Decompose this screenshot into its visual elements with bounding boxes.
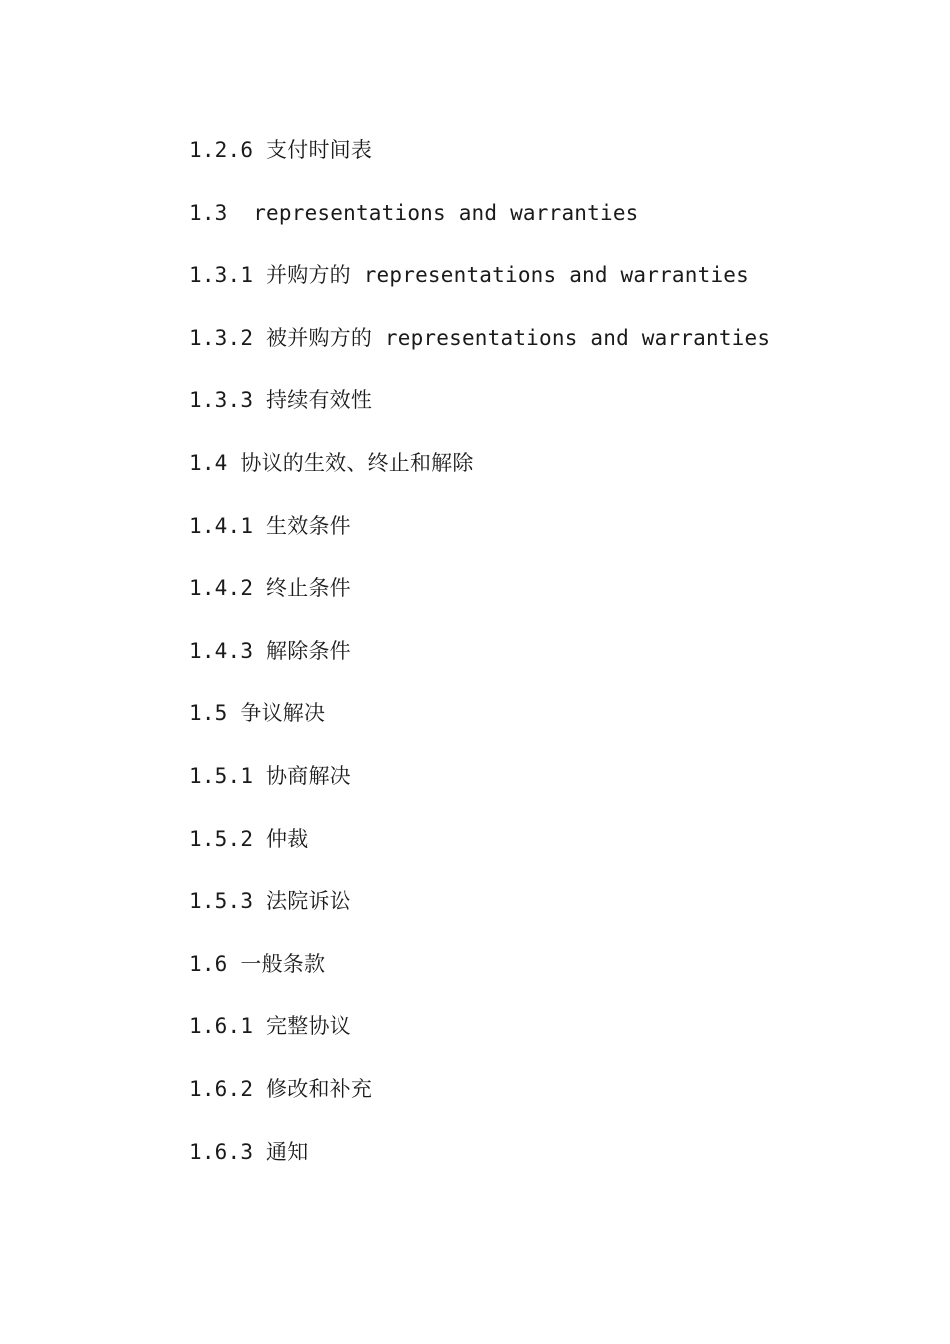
- outline-item-1-5: 1.5 争议解决: [189, 701, 326, 726]
- outline-item-1-5-3: 1.5.3 法院诉讼: [189, 889, 351, 914]
- outline-item-1-6-2: 1.6.2 修改和补充: [189, 1076, 373, 1101]
- outline-item-1-4-3: 1.4.3 解除条件: [189, 638, 351, 663]
- section-outline: [189, 130, 770, 1194]
- outline-item-1-3-2: 1.3.2 被并购方的 representations and warranties: [189, 325, 771, 350]
- outline-item-1-5-1: 1.5.1 协商解决: [189, 763, 351, 788]
- outline-item-1-3: 1.3 representations and warranties: [189, 200, 639, 225]
- outline-item-1-3-3: 1.3.3 持续有效性: [189, 388, 373, 413]
- outline-item-1-4-2: 1.4.2 终止条件: [189, 576, 351, 601]
- outline-item-1-2-6: 1.2.6 支付时间表: [189, 138, 373, 162]
- outline-item-1-4-1: 1.4.1 生效条件: [189, 513, 351, 538]
- outline-item-1-6-1: 1.6.1 完整协议: [189, 1014, 351, 1039]
- outline-item-1-6-3: 1.6.3 通知: [189, 1139, 309, 1164]
- outline-item-1-6: 1.6 一般条款: [189, 951, 326, 976]
- outline-item-1-5-2: 1.5.2 仲裁: [189, 826, 309, 851]
- outline-item-1-4: 1.4 协议的生效、终止和解除: [189, 450, 474, 475]
- outline-item-1-3-1: 1.3.1 并购方的 representations and warranties: [189, 263, 749, 288]
